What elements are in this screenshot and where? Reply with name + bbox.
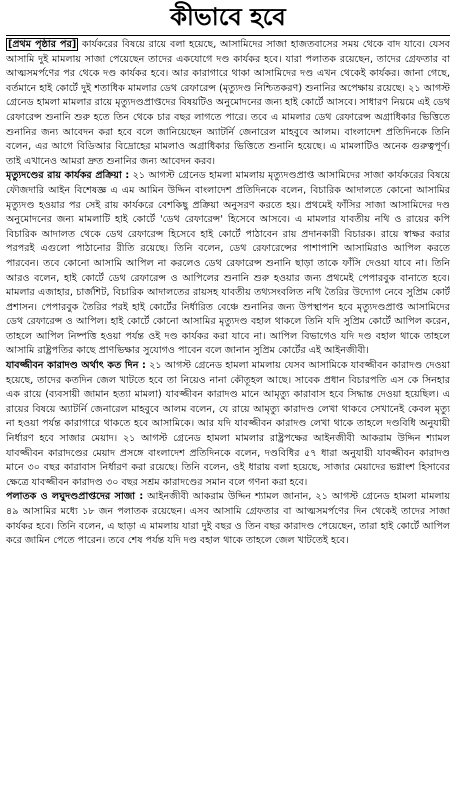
subheading-fugitives: পলাতক ও লঘুদণ্ডপ্রাপ্তদের সাজা :: [6, 491, 144, 503]
continuation-label: [প্রথম পৃষ্ঠার পর]: [8, 39, 77, 50]
title-divider: [6, 35, 450, 36]
paragraph-fugitives-text: আইনজীবী আকরাম উদ্দিন শ্যামল জানান, ২১ আগস্ট গ্রেনেড হামলা মামলায় ৪৯ আসামির মধ্যে ১৮ জন পলাতক রয়েছেন। এসব আসামি গ্রেফতার বা আত্মসমর্পণের দিন থেকেই তাদের সাজা কার্যকর হবে। তিনি বলেন, এ ছাড়া এ মামলায় যারা দুই বছর ও তিন বছর কারাদণ্ড পেয়েছেন, তারা হাই কোর্টে আপিল করে জামিন পেতে পারেন। তবে শেষ পর্যন্ত যদি দণ্ড বহাল থাকে তাহলে জেল খাটতেই হবে।: [6, 491, 450, 547]
subheading-life-sentence: যাবজ্জীবন কারাদণ্ড অর্থাৎ কত দিন :: [6, 360, 146, 372]
paragraph-fugitives: [6, 490, 450, 548]
paragraph-life-sentence-text: ২১ আগস্ট গ্রেনেড হামলা মামলায় যেসব আসামিকে যাবজ্জীবন কারাদণ্ড দেওয়া হয়েছে, তাদের কতদিন জেল খাটতে হবে তা নিয়েও নানা কৌতূহল আছে। সাবেক প্রধান বিচারপতি এস কে সিনহার এক রায়ে (ব্যবসায়ী জামান হত্যা মামলা) যাবজ্জীবন কারাদণ্ড মানে আমৃত্যু কারাবাস হবে সিদ্ধান্ত দেওয়া হয়েছিল। এ রায়ের বিষয়ে অ্যাটর্নি জেনারেল মাহবুবে আলম বলেন, যে রায়ে আমৃত্যু কারাদণ্ড লেখা থাকবে সেখানেই কেবল মৃত্যু না হওয়া পর্যন্ত কারাগারে থাকতে হবে আসামিকে। আর যদি যাবজ্জীবন কারাদণ্ড লেখা থাকে তাহলে দণ্ডবিধি অনুযায়ী নির্ধারণ হবে সাজার মেয়াদ। ২১ আগস্ট গ্রেনেড হামলা মামলার রাষ্ট্রপক্ষের আইনজীবী আকরাম উদ্দিন শ্যামল যাবজ্জীবন কারাদণ্ডের মেয়াদ প্রসঙ্গে বাংলাদেশ প্রতিদিনকে বলেন, দণ্ডবিধির ৫৭ ধারা অনুযায়ী যাবজ্জীবন কারাদণ্ড মানে ৩০ বছর কারাবাস নির্ধারণ করা রয়েছে। তিনি বলেন, ওই ধারায় বলা হয়েছে, সাজার মেয়াদের ভগ্নাংশ হিসাবের ক্ষেত্রে যাবজ্জীবন কারাদণ্ড ৩০ বছর সশ্রম কারাদণ্ডের সমান বলে গণনা করা হবে।: [6, 360, 450, 488]
article-title: কীভাবে হবে: [170, 3, 286, 31]
paragraph-death-sentence-process: [6, 169, 450, 359]
paragraph-intro: [6, 38, 450, 169]
paragraph-life-sentence: [6, 359, 450, 490]
paragraph-intro-text: কার্যকরের বিষয়ে রায়ে বলা হয়েছে, আসামিদের সাজা হাজতবাসের সময় থেকে বাদ যাবে। যেসব আসামি দুই মামলায় সাজা পেয়েছেন তাদের একযোগে দণ্ড কার্যকর হবে। যারা পলাতক রয়েছেন, তাদের গ্রেফতার বা আত্মসমর্পণের পর থেকে দণ্ড কার্যকর হবে। আর কারাগারে থাকা আসামিদের দণ্ড এখন থেকেই কার্যকর। জানা গেছে, বর্তমানে হাই কোর্টে দুই শতাধিক মামলার ডেথ রেফারেন্স (মৃত্যুদণ্ড নিশ্চিতকরণ) শুনানির অপেক্ষায় রয়েছে। ২১ আগস্ট গ্রেনেড হামলা মামলার রায়ে মৃত্যুদণ্ডপ্রাপ্তদের বিষয়টিও অনুমোদনের জন্য হাই কোর্টে আসবে। সাধারণ নিয়মে এই ডেথ রেফারেন্স শুনানি শুরু হতে তিন থেকে চার বছর লাগতে পারে। তবে এ মামলার ডেথ রেফারেন্স অগ্রাধিকার ভিত্তিতে শুনানির জন্য আবেদন করা হবে বলে জানিয়েছেন অ্যাটর্নি জেনারেল মাহবুবে আলম। বাংলাদেশ প্রতিদিনকে তিনি বলেন, এর আগে বিডিআর বিদ্রোহের মামলাও অগ্রাধিকার ভিত্তিতে শুনানি হয়েছে। এ মামলাটিও অনেক গুরুত্বপূর্ণ। তাই এখানেও আমরা দ্রুত শুনানির জন্য আবেদন করব।: [6, 39, 450, 167]
paragraph-death-sentence-process-text: ২১ আগস্ট গ্রেনেড হামলা মামলায় মৃত্যুদণ্ডপ্রাপ্ত আসামিদের সাজা কার্যকরের বিষয়ে ফৌজদারি আইন বিশেষজ্ঞ এ এম আমিন উদ্দিন বাংলাদেশ প্রতিদিনকে বলেন, বিচারিক আদালতে কোনো আসামির মৃত্যুদণ্ড হওয়ার পর সেই রায় কার্যকরে বেশকিছু প্রক্রিয়া অনুসরণ করতে হয়। প্রথমেই ফাঁসির সাজা আসামিদের দণ্ড অনুমোদনের জন্য মামলাটি হাই কোর্টে 'ডেথ রেফারেন্স' হিসেবে আসবে। এ মামলার যাবতীয় নথি ও রায়ের কপি বিচারিক আদালত থেকে ডেথ রেফারেন্স হিসেবে হাই কোর্টে পাঠাবেন রায় প্রদানকারী বিচারক। রায়ে স্বাক্ষর করার পরপরই এগুলো পাঠানোর রীতি রয়েছে। তিনি বলেন, ডেথ রেফারেন্সের পাশাপাশি আসামিরাও আপিল করতে পারবেন। তবে কোনো আসামি আপিল না করলেও ডেথ রেফারেন্স শুনানি ছাড়া তাকে ফাঁসি দেওয়া যাবে না। তিনি আরও বলেন, হাই কোর্টে ডেথ রেফারেন্স ও আপিলের শুনানি শুরু হওয়ার জন্য প্রথমেই পেপারবুক বানাতে হবে। মামলার এজাহার, চার্জশিট, বিচারিক আদালতের রায়সহ যাবতীয় তথ্যসংবলিত নথি তৈরির উদ্যোগ নেবে সুপ্রিম কোর্ট প্রশাসন। পেপারবুক তৈরির পরই হাই কোর্টের নির্ধারিত বেঞ্চে শুনানির জন্য উপস্থাপন হবে মৃত্যুদণ্ডপ্রাপ্ত আসামিদের ডেথ রেফারেন্স ও আপিল। হাই কোর্টে কোনো আসামির মৃত্যুদণ্ড বহাল থাকলে তিনি যদি সুপ্রিম কোর্টে আপিল করেন, তাহলে আপিল নিষ্পত্তি হওয়া পর্যন্ত ওই দণ্ড কার্যকর করা যাবে না। আপিল বিভাগেও যদি দণ্ড বহাল থাকে তাহলে আসামি রাষ্ট্রপতির কাছে প্রাণভিক্ষার সুযোগও পাবেন বলে জানান সুপ্রিম কোর্টের এই আইনজীবী।: [6, 170, 450, 357]
subheading-death-sentence-process: মৃত্যুদণ্ডের রায় কার্যকর প্রক্রিয়া :: [6, 170, 130, 182]
